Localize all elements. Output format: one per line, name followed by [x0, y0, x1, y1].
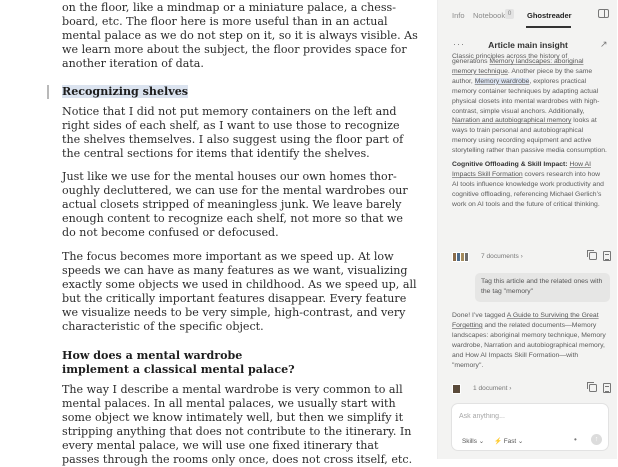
insight-paragraph	[452, 57, 608, 156]
chat-composer	[451, 403, 609, 451]
article-line: Just like we use for the mental houses our own homes thor-	[62, 170, 397, 183]
tab-ghostreader[interactable]: Ghostreader	[527, 11, 572, 20]
article-paragraph	[62, 1, 418, 71]
article-line: passes through the rooms only once, does not cross itself, etc.	[62, 453, 413, 466]
article-paragraph	[62, 250, 417, 334]
active-tab-indicator	[526, 26, 571, 28]
article-line: oughly decluttered, we can use for the mental wardrobes our	[62, 184, 408, 197]
ask-input[interactable]	[459, 410, 599, 422]
insight-title: Article main insight	[488, 40, 568, 50]
fast-mode-dropdown[interactable]: ⚡ Fast ⌄	[494, 438, 524, 445]
send-button[interactable]: ↑	[591, 434, 602, 445]
side-panel	[437, 0, 617, 459]
skills-dropdown[interactable]: Skills ⌄	[462, 438, 485, 445]
article-line: another iteration of data.	[62, 57, 204, 70]
document-stack-icon	[452, 252, 471, 262]
article-line: some object we know intimately well, but then we simplify it	[62, 411, 404, 424]
copy-icon[interactable]	[589, 384, 597, 392]
article-line: mental palace as we do not step on it, so it is always visible. As	[62, 29, 418, 42]
article-line: speeds we can have as many features as we want, visualizing	[62, 264, 408, 277]
more-options-icon[interactable]: ···	[453, 39, 465, 49]
insight-text: Classic principles across the history of	[452, 53, 568, 60]
tab-notebook[interactable]: Notebook	[473, 11, 506, 20]
article-line: every mental palace, we will use one fixed itinerary that	[62, 439, 379, 452]
article-line: characteristic of the specific object.	[62, 320, 264, 333]
heading-text: Recognizing shelves	[62, 85, 189, 98]
insight-paragraph	[452, 160, 608, 210]
documents-count[interactable]: 7 documents ›	[481, 253, 523, 260]
article-line: we learn more about the subject, the floor provides space for	[62, 43, 407, 56]
article-line: the central sections for items that identify the shelves.	[62, 147, 370, 160]
article-line: do not become confused or defocused.	[62, 226, 279, 239]
notebook-count-badge: 0	[505, 9, 514, 19]
article-line: the shelves themselves. I also suggest using the floor part of	[62, 133, 404, 146]
section-heading[interactable]	[62, 85, 372, 99]
article-line: right sides of each shelf, as I want to use those to recognize	[62, 119, 400, 132]
sidebar-toggle-icon[interactable]	[598, 9, 609, 18]
heading-marker	[47, 85, 49, 99]
insight-bold-label: Cognitive Offloading & Skill Impact:	[452, 161, 568, 169]
doc-link-memory-landscapes[interactable]: Memory landscapes: aboriginal memory technique	[452, 58, 584, 75]
mic-icon[interactable]: •	[574, 435, 577, 444]
assistant-reply	[452, 311, 609, 370]
article-line: stripping anything that does not contribute to the itinerary. In	[62, 425, 412, 438]
section-heading[interactable]	[62, 349, 372, 377]
doc-link-memory-wardrobe[interactable]: Memory wardrobe	[474, 77, 530, 85]
insight-text: covers research into how AI tools influence knowledge work productivity and cognitive offloading, referencing Michael Gerlich’s work on AI tools and the future of critical thinking.	[452, 170, 604, 208]
insight-body	[452, 55, 608, 210]
expand-icon[interactable]: ↗	[600, 39, 608, 49]
article-line: but the critically important features disappear. Every feature	[62, 292, 407, 305]
doc-link-narration[interactable]: Narration and autobiographical memory	[452, 117, 572, 125]
article-line: we visualize needs to be very simple, high-contrast, and very	[62, 306, 406, 319]
article-paragraph	[62, 105, 404, 161]
documents-row[interactable]	[452, 383, 610, 397]
panel-tabs	[438, 0, 618, 28]
tab-info[interactable]: Info	[452, 11, 465, 20]
heading-line: How does a mental wardrobe	[62, 349, 243, 362]
doc-link-ai-skill[interactable]: How AI Impacts Skill Formation	[452, 161, 591, 178]
insight-text: , explores practical memory container techniques by adapting actual physical closets into mental wardrobes with high-contrast, simple visual anchors. Additionally,	[452, 77, 600, 115]
article-line: Notice that I did not put memory containers on the left and	[62, 105, 397, 118]
article-line: exactly some objects we used in childhood. As we speed up, all	[62, 278, 417, 291]
article-line: mental palaces. In all mental palaces, we usually start with	[62, 397, 396, 410]
article-line: actual closets stripped of meaningless junk. We leave barely	[62, 198, 402, 211]
article-paragraph	[62, 383, 413, 467]
insight-text: looks at ways to train personal and autobiographical memory using recording equipment and active storytelling rather than passive media consumption.	[452, 117, 607, 155]
copy-icon[interactable]	[589, 252, 597, 260]
article-line: The focus becomes more important as we speed up. At low	[62, 250, 394, 263]
save-to-notebook-icon[interactable]	[603, 383, 611, 393]
article-line: on the floor, like a mindmap or a miniature palace, a chess-	[62, 1, 396, 14]
article-paragraph	[62, 170, 408, 240]
reply-text: Done! I’ve tagged	[452, 312, 507, 319]
article-line: board, etc. The floor here is more useful than in an actual	[62, 15, 388, 28]
heading-line: implement a classical mental palace?	[62, 363, 295, 376]
insight-text: generations	[452, 58, 490, 65]
reply-text: and the related documents—Memory landscapes: aboriginal memory technique, Memory wardrobe, Narration and autobiographical memory, and How AI Impacts Skill Formation—with "memory".	[452, 321, 606, 369]
insight-text: . Another piece by the same author,	[452, 67, 593, 85]
user-message-text: Tag this article and the related ones with the tag "memory"	[481, 278, 603, 295]
article-line: The way I describe a mental wardrobe is very common to all	[62, 383, 403, 396]
doc-link-great-forgetting[interactable]: A Guide to Surviving the Great Forgetting	[452, 312, 599, 329]
save-to-notebook-icon[interactable]	[603, 251, 611, 261]
documents-row[interactable]	[452, 251, 610, 265]
article-line: enough content to recognize each shelf, not more so that we	[62, 212, 403, 225]
user-message	[475, 273, 610, 302]
documents-count[interactable]: 1 document ›	[473, 385, 512, 392]
document-icon	[452, 384, 462, 394]
